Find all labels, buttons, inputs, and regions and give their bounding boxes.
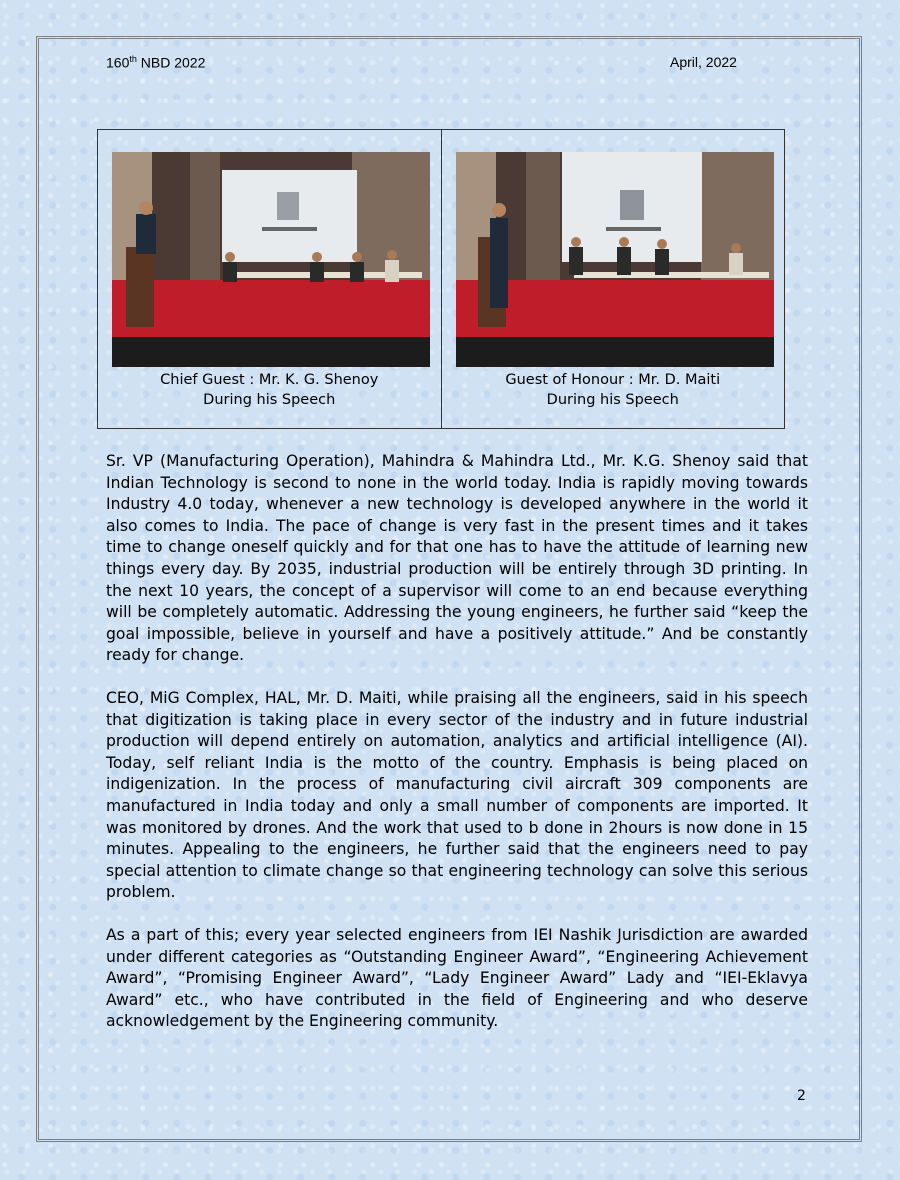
photo-caption-chief-guest: Chief Guest : Mr. K. G. Shenoy During his Speech bbox=[160, 372, 379, 408]
header-edition: 160th NBD 2022 bbox=[106, 54, 206, 71]
page-number: 2 bbox=[797, 1088, 806, 1104]
photo-cell-chief-guest bbox=[98, 130, 441, 428]
photo-table bbox=[97, 129, 785, 429]
paragraph-awards: As a part of this; every year selected engineers from IEI Nashik Jurisdiction are awarded under different categories as “Outstanding Engineer Award”, “Engineering Achievement Award”, “Promising Engineer Award”, “Lady Engineer Award” Lady and “IEI-Eklavya Award” etc., who have contributed in the field of Engineering and who deserve acknowledgement by the Engineering community. bbox=[106, 926, 808, 1031]
photo-guest-of-honour bbox=[456, 152, 774, 367]
photo-caption-guest-of-honour: Guest of Honour : Mr. D. Maiti During his Speech bbox=[505, 372, 721, 408]
photo-cell-guest-of-honour bbox=[441, 130, 785, 428]
paragraph-shenoy-speech: Sr. VP (Manufacturing Operation), Mahindra & Mahindra Ltd., Mr. K.G. Shenoy said that Indian Technology is second to none in the world today. India is rapidly moving towards Industry 4.0 today, whenever a new technology is developed anywhere in the world it also comes to India. The pace of change is very fast in the present times and it takes time to change oneself quickly and for that one has to have the attitude of learning new things every day. By 2035, industrial production will be entirely through 3D printing. In the next 10 years, the concept of a supervisor will come to an end because everything will be completely automatic. Addressing the young engineers, he further said “keep the goal impossible, believe in yourself and have a positively attitude.” And be constantly ready for change. bbox=[106, 452, 808, 665]
photo-chief-guest bbox=[112, 152, 430, 367]
paragraph-maiti-speech: CEO, MiG Complex, HAL, Mr. D. Maiti, while praising all the engineers, said in his speech that digitization is taking place in every sector of the industry and in future industrial production will depend entirely on automation, analytics and artificial intelligence (AI). Today, self reliant India is the motto of the country. Emphasis is being placed on indigenization. In the process of manufacturing civil aircraft 309 components are manufactured in India today and only a small number of components are imported. It was monitored by drones. And the work that used to b done in 2hours is now done in 15 minutes. Appealing to the engineers, he further said that the engineers need to pay special attention to climate change so that engineering technology can solve this serious problem. bbox=[106, 689, 808, 902]
header-date: April, 2022 bbox=[670, 54, 737, 70]
